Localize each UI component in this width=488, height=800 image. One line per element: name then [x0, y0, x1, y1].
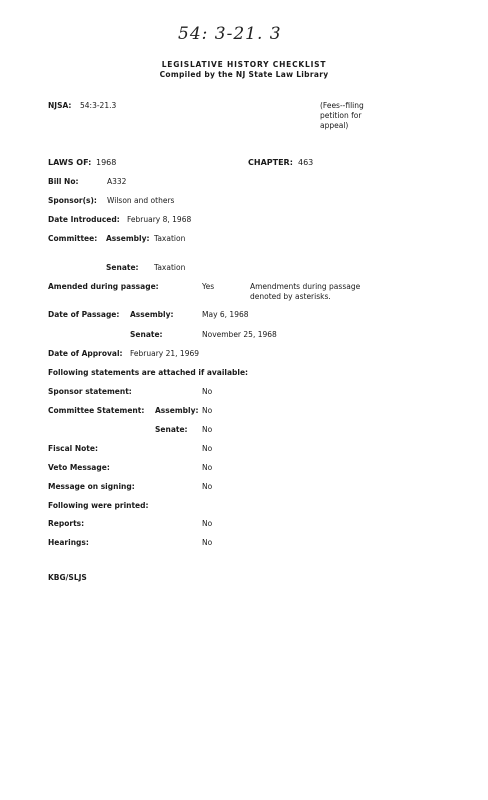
committee-statement-assembly-label: Assembly:	[155, 406, 199, 415]
njsa-note-line3: appeal)	[320, 121, 349, 130]
sponsor-statement-label: Sponsor statement:	[48, 387, 132, 396]
reports-value: No	[202, 519, 213, 528]
amended-note-line2: denoted by asterisks.	[250, 292, 331, 301]
veto-message-label: Veto Message:	[48, 463, 110, 472]
amended-value: Yes	[202, 282, 215, 291]
date-of-approval-value: February 21, 1969	[130, 349, 200, 358]
printed-heading: Following were printed:	[48, 501, 149, 510]
fiscal-note-value: No	[202, 444, 213, 453]
njsa-note-line1: (Fees--filing	[320, 101, 364, 110]
date-introduced-label: Date Introduced:	[48, 215, 120, 224]
njsa-label: NJSA:	[48, 101, 72, 110]
passage-assembly-value: May 6, 1968	[202, 310, 249, 319]
njsa-value: 54:3-21.3	[80, 101, 117, 110]
veto-message-value: No	[202, 463, 213, 472]
reports-label: Reports:	[48, 519, 85, 528]
bill-no-label: Bill No:	[48, 177, 79, 186]
passage-senate-value: November 25, 1968	[202, 330, 277, 339]
committee-label: Committee:	[48, 234, 98, 243]
document-subtitle: Compiled by the NJ State Law Library	[159, 70, 329, 79]
chapter-label: CHAPTER:	[248, 158, 293, 167]
committee-assembly-value: Taxation	[154, 234, 186, 243]
committee-senate-label: Senate:	[106, 263, 139, 272]
date-of-approval-label: Date of Approval:	[48, 349, 123, 358]
laws-of-value: 1968	[96, 158, 117, 167]
date-introduced-value: February 8, 1968	[127, 215, 192, 224]
footer-initials: KBG/SLJS	[48, 573, 87, 582]
committee-statement-assembly-value: No	[202, 406, 213, 415]
hearings-label: Hearings:	[48, 538, 89, 547]
message-on-signing-value: No	[202, 482, 213, 491]
committee-statement-label: Committee Statement:	[48, 406, 145, 415]
document-title: LEGISLATIVE HISTORY CHECKLIST	[161, 60, 327, 69]
amended-note-line1: Amendments during passage	[250, 282, 361, 291]
statements-heading: Following statements are attached if available:	[48, 368, 249, 377]
message-on-signing-label: Message on signing:	[48, 482, 135, 491]
committee-statement-senate-label: Senate:	[155, 425, 188, 434]
committee-senate-value: Taxation	[154, 263, 186, 272]
sponsor-statement-value: No	[202, 387, 213, 396]
chapter-value: 463	[298, 158, 314, 167]
sponsors-label: Sponsor(s):	[48, 196, 97, 205]
passage-assembly-label: Assembly:	[130, 310, 174, 319]
date-of-passage-label: Date of Passage:	[48, 310, 120, 319]
sponsors-value: Wilson and others	[107, 196, 175, 205]
handwritten-statute-number: 54: 3-21. 3	[178, 24, 282, 44]
njsa-note-line2: petition for	[320, 111, 362, 120]
committee-assembly-label: Assembly:	[106, 234, 150, 243]
committee-statement-senate-value: No	[202, 425, 213, 434]
bill-no-value: A332	[107, 177, 127, 186]
fiscal-note-label: Fiscal Note:	[48, 444, 98, 453]
hearings-value: No	[202, 538, 213, 547]
amended-label: Amended during passage:	[48, 282, 159, 291]
laws-of-label: LAWS OF:	[48, 158, 92, 167]
passage-senate-label: Senate:	[130, 330, 163, 339]
